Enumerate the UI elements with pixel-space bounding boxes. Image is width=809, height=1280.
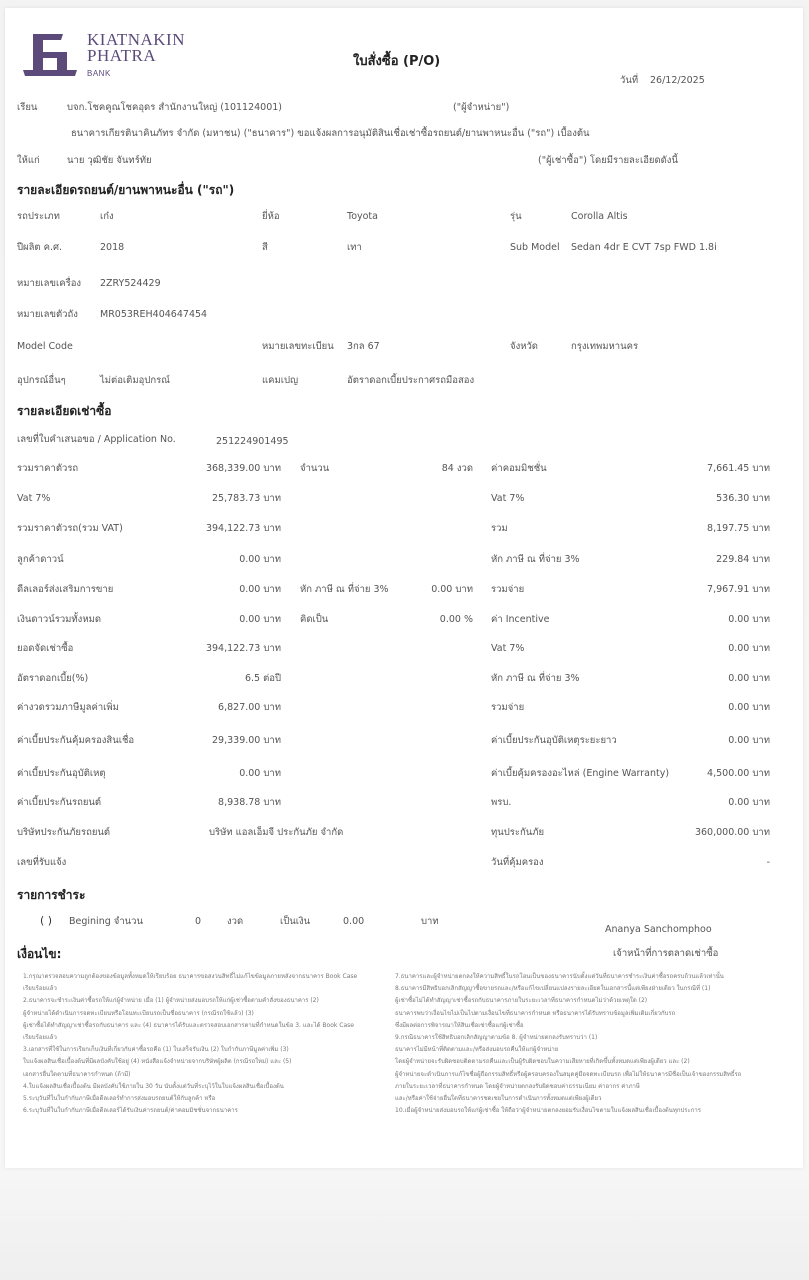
- condition-line: ธนาคารพบว่าเงื่อนไขไม่เป็นไปตามเงื่อนไขที่ธนาคารกำหนด หรือธนาคารได้รับทราบข้อมูลเพิ่มเติมเกี่ยวกับรถ: [395, 1009, 676, 1017]
- vehicle-type: เก๋ง: [100, 211, 114, 222]
- finance-right-value: 0.00 บาท: [728, 673, 770, 684]
- signer-title: เจ้าหน้าที่การตลาดเช่าซื้อ: [613, 948, 719, 959]
- conditions-left-column: [23, 971, 393, 1117]
- finance-right-value: 0.00 บาท: [728, 735, 770, 746]
- vehicle-type-label: รถประเภท: [17, 211, 60, 222]
- vehicle-year: 2018: [100, 242, 125, 253]
- finance-right-label: Vat 7%: [491, 643, 525, 654]
- finance-left-label: รวมราคาตัวรถ(รวม VAT): [17, 523, 123, 534]
- vehicle-model-label: รุ่น: [510, 211, 522, 222]
- condition-line: โดยผู้จำหน่ายจะรับผิดชอบติดตามรถคืนและเป็นผู้รับผิดชอบในความเสียหายที่เกิดขึ้นทั้งหมดแต่เพียงผู้เดียว และ (2): [395, 1058, 690, 1066]
- document-title: ใบสั่งซื้อ (P/O): [353, 54, 441, 69]
- finance-right-value: 0.00 บาท: [728, 643, 770, 654]
- payment-checkbox[interactable]: ( ): [40, 914, 53, 927]
- finance-right-value: 4,500.00 บาท: [707, 768, 770, 779]
- vehicle-engine: 2ZRY524429: [100, 278, 161, 289]
- finance-right-label: พรบ.: [491, 797, 512, 808]
- finance-right-value: 0.00 บาท: [728, 614, 770, 625]
- finance-mid-value: 0.00 บาท: [431, 584, 473, 595]
- finance-left-value: 25,783.73 บาท: [212, 493, 281, 504]
- for-label: ให้แก่: [17, 155, 40, 166]
- to-label: เรียน: [17, 102, 38, 113]
- finance-right-value: 360,000.00 บาท: [694, 827, 770, 838]
- payment-amount-label: เป็นเงิน: [280, 916, 311, 927]
- finance-left-label: ค่าเบี้ยประกันคุ้มครองสินเชื่อ: [17, 735, 135, 746]
- date-value: 26/12/2025: [650, 75, 705, 86]
- condition-line: 3.เอกสารที่ใช้ในการเรียกเก็บเงินที่เกี่ยวกับค่าซื้อรถคือ (1) ใบเสร็จรับเงิน (2) ใบกำกับภาษีมูลค่าเพิ่ม (3): [23, 1046, 289, 1054]
- finance-right-label: รวมจ่าย: [491, 584, 525, 595]
- finance-left-label: Vat 7%: [17, 493, 51, 504]
- condition-line: 4.ใบแจ้งผลสินเชื่อเบื้องต้น มีผลบังคับใช้ภายใน 30 วัน นับตั้งแต่วันที่ระบุไว้ในใบแจ้งผลสินเชื่อเบื้องต้น: [23, 1082, 284, 1090]
- vehicle-submodel-label: Sub Model: [510, 242, 560, 253]
- finance-right-value: 0.00 บาท: [728, 797, 770, 808]
- finance-left-value: 0.00 บาท: [239, 584, 281, 595]
- vehicle-submodel: Sedan 4dr E CVT 7sp FWD 1.8i: [571, 242, 717, 253]
- finance-left-value: 368,339.00 บาท: [205, 463, 281, 474]
- finance-right-label: หัก ภาษี ณ ที่จ่าย 3%: [491, 673, 580, 684]
- vehicle-province: กรุงเทพมหานคร: [571, 341, 639, 352]
- finance-mid-label: จำนวน: [300, 463, 330, 474]
- customer-role: ("ผู้เช่าซื้อ") โดยมีรายละเอียดดังนี้: [538, 155, 678, 166]
- vehicle-plate-label: หมายเลขทะเบียน: [262, 341, 334, 352]
- condition-line: ผู้จำหน่ายจะดำเนินการแก้ไขชื่อผู้ถือกรรมสิทธิ์หรือผู้ครอบครองในสมุดคู่มือจดทะเบียนรถ เพื่อไม่ให้ธนาคารมีชื่อเป็นเจ้าของกรรมสิทธิ์รถ: [395, 1070, 742, 1078]
- finance-right-value: -: [766, 857, 770, 868]
- logo-text-bank: BANK: [87, 69, 111, 78]
- finance-left-label: อัตราดอกเบี้ย(%): [17, 673, 89, 684]
- condition-line: 6.ระบุวันที่ในใบกำกับภาษีเมื่อดีลเลอร์ได้รับเงินค่ารถยนต์/ค่าคอมมิชชั่นจากธนาคาร: [23, 1107, 238, 1115]
- vehicle-equip: ไม่ต่อเติมอุปกรณ์: [100, 375, 170, 386]
- customer-name: นาย วุฒิชัย จันทร์ทัย: [67, 155, 152, 166]
- finance-left-label: ยอดจัดเช่าซื้อ: [17, 643, 74, 654]
- vehicle-campaign-label: แคมเปญ: [262, 375, 299, 386]
- finance-right-label: ทุนประกันภัย: [491, 827, 545, 838]
- condition-line: ผู้เช่าซื้อได้ทำสัญญาเช่าซื้อรถกับธนาคาร และ (4) ธนาคารได้รับและตรวจสอบเอกสารตามที่กำหนดในข้อ 3. และได้ Book Case: [23, 1021, 354, 1029]
- vehicle-plate: 3กล 67: [347, 341, 380, 352]
- conditions-right-column: [395, 971, 785, 1117]
- finance-right-value: 8,197.75 บาท: [707, 523, 770, 534]
- conditions-heading: เงื่อนไข:: [17, 947, 62, 961]
- finance-left-value: 29,339.00 บาท: [212, 735, 281, 746]
- condition-line: 8.ธนาคารมีสิทธิบอกเลิกสัญญาซื้อขายรถและ/หรือแก้ไขเปลี่ยนแปลงรายละเอียดในเอกสารนี้แต่เพียงฝ่ายเดียว ในกรณีที่ (1): [395, 985, 711, 993]
- dealer-role: ("ผู้จำหน่าย"): [453, 102, 510, 113]
- vehicle-year-label: ปีผลิต ค.ศ.: [17, 242, 63, 253]
- vehicle-brand-label: ยี่ห้อ: [262, 211, 280, 222]
- condition-line: ใบแจ้งผลสินเชื่อเบื้องต้นที่มีผลบังคับใช้อยู่ (4) หนังสือแจ้งจำหน่ายจากบริษัทผู้ผลิต (กรณีรถใหม่) และ (5): [23, 1058, 292, 1066]
- finance-left-value: 0.00 บาท: [239, 768, 281, 779]
- payment-unit: งวด: [227, 916, 244, 927]
- condition-line: 1.กรุณาตรวจสอบความถูกต้องของข้อมูลทั้งหมดให้เรียบร้อย ธนาคารขอสงวนสิทธิ์ไม่แก้ไขข้อมูลภายหลังจากธนาคาร Book Case: [23, 973, 358, 980]
- condition-line: เรียบร้อยแล้ว: [23, 1034, 57, 1042]
- payment-count: 0: [195, 916, 202, 927]
- finance-right-value: 7,967.91 บาท: [707, 584, 770, 595]
- dealer-name: บจก.โชคคูณโชคอุดร สำนักงานใหญ่ (101124001): [67, 102, 283, 113]
- finance-left-value: 0.00 บาท: [239, 554, 281, 565]
- finance-left-label: เงินดาวน์รวมทั้งหมด: [17, 614, 102, 625]
- application-no-value: 251224901495: [216, 436, 289, 447]
- finance-left-label: ค่าเบี้ยประกันรถยนต์: [17, 797, 102, 808]
- vehicle-engine-label: หมายเลขเครื่อง: [17, 278, 82, 289]
- finance-left-label: รวมราคาตัวรถ: [17, 463, 79, 474]
- date-label: วันที่: [620, 75, 639, 86]
- finance-mid-label: หัก ภาษี ณ ที่จ่าย 3%: [300, 584, 389, 595]
- purchase-order-document: [5, 8, 803, 1168]
- finance-left-label: ดีลเลอร์ส่งเสริมการขาย: [17, 584, 114, 595]
- finance-right-value: 229.84 บาท: [716, 554, 770, 565]
- finance-left-value: 6.5 ต่อปี: [244, 673, 281, 684]
- approval-notice: ธนาคารเกียรตินาคินภัทร จำกัด (มหาชน) ("ธนาคาร") ขอแจ้งผลการอนุมัติสินเชื่อเช่าซื้อรถยนต์/ยานพาหนะอื่น ("รถ") เบื้องต้น: [71, 128, 590, 139]
- finance-left-value: 394,122.73 บาท: [205, 523, 281, 534]
- finance-right-label: รวมจ่าย: [491, 702, 525, 713]
- finance-right-label: วันที่คุ้มครอง: [491, 857, 544, 868]
- vehicle-brand: Toyota: [347, 211, 378, 222]
- finance-right-label: Vat 7%: [491, 493, 525, 504]
- finance-left-value: 8,938.78 บาท: [218, 797, 281, 808]
- bank-logo: [23, 28, 193, 84]
- condition-line: ผู้เช่าซื้อไม่ได้ทำสัญญาเช่าซื้อรถกับธนาคารภายในระยะเวลาที่ธนาคารกำหนดไม่ว่าด้วยเหตุใด (2): [395, 997, 648, 1005]
- finance-left-value: 394,122.73 บาท: [205, 643, 281, 654]
- vehicle-chassis: MR053REH404647454: [100, 309, 208, 320]
- finance-mid-label: คิดเป็น: [300, 614, 329, 625]
- condition-line: ซึ่งมีผลต่อการพิจารณาให้สินเชื่อเช่าซื้อแก่ผู้เช่าซื้อ: [395, 1021, 524, 1029]
- application-no-label: เลขที่ใบคำเสนอขอ / Application No.: [17, 434, 176, 445]
- finance-right-label: ค่าเบี้ยคุ้มครองอะไหล่ (Engine Warranty): [491, 768, 670, 779]
- finance-left-label: เลขที่รับแจ้ง: [17, 857, 67, 868]
- logo-text-kiatnakin: KIATNAKIN: [87, 30, 185, 49]
- vehicle-chassis-label: หมายเลขตัวถัง: [17, 309, 78, 320]
- finance-right-value: 0.00 บาท: [728, 702, 770, 713]
- vehicle-color: เทา: [347, 242, 362, 253]
- vehicle-model: Corolla Altis: [571, 211, 628, 222]
- condition-line: 10.เมื่อผู้จำหน่ายส่งมอบรถให้แก่ผู้เช่าซื้อ ให้ถือว่าผู้จำหน่ายตกลงยอมรับเงื่อนไขตามใบแจ้งผลสินเชื่อเบื้องต้นทุกประการ: [395, 1107, 701, 1115]
- vehicle-section-heading: รายละเอียดรถยนต์/ยานพาหนะอื่น ("รถ"): [17, 183, 235, 197]
- condition-line: และ/หรือค่าใช้จ่ายอื่นใดที่ธนาคารชดเชยในการดำเนินการทั้งหมดแต่เพียงผู้เดียว: [395, 1095, 602, 1103]
- vehicle-equip-label: อุปกรณ์อื่นๆ: [17, 375, 66, 386]
- finance-mid-value: 0.00 %: [439, 614, 473, 625]
- signer-name: Ananya Sanchomphoo: [605, 924, 712, 935]
- condition-line: ภายในระยะเวลาที่ธนาคารกำหนด โดยผู้จำหน่ายตกลงรับผิดชอบค่าธรรมเนียม ค่าอากร ค่าภาษี: [395, 1082, 640, 1090]
- finance-left-value: 6,827.00 บาท: [218, 702, 281, 713]
- payment-amount: 0.00: [343, 916, 365, 927]
- finance-section-heading: รายละเอียดเช่าซื้อ: [17, 404, 112, 418]
- condition-line: เอกสารอื่นใดตามที่ธนาคารกำหนด (ถ้ามี): [23, 1070, 131, 1078]
- finance-left-label: ค่างวดรวมภาษีมูลค่าเพิ่ม: [17, 702, 119, 713]
- condition-line: 5.ระบุวันที่ในใบกำกับภาษีเมื่อดีลเลอร์ทำการส่งมอบรถยนต์ให้กับลูกค้า หรือ: [23, 1095, 216, 1103]
- bank-logo-icon: [23, 30, 79, 82]
- finance-mid-value: 84 งวด: [441, 463, 473, 474]
- vehicle-color-label: สี: [262, 242, 268, 253]
- condition-line: 7.ธนาคารและผู้จำหน่ายตกลงให้ความสิทธิ์ในรถโอนเป็นของธนาคารนับตั้งแต่วันที่ธนาคารชำระเงินค่าซื้อรถครบถ้วนแล้วเท่านั้น: [395, 973, 724, 980]
- condition-line: 9.กรณีธนาคารใช้สิทธิบอกเลิกสัญญาตามข้อ 8. ผู้จำหน่ายตกลงรับทราบว่า (1): [395, 1034, 598, 1042]
- payment-section-heading: รายการชำระ: [17, 888, 86, 902]
- condition-line: ธนาคารไม่มีหน้าที่ติดตามและ/หรือส่งมอบรถคืนให้แก่ผู้จำหน่าย: [395, 1046, 559, 1054]
- finance-right-label: ค่า Incentive: [491, 614, 550, 625]
- finance-right-label: ค่าคอมมิชชั่น: [491, 463, 547, 474]
- vehicle-modelcode-label: Model Code: [17, 341, 73, 352]
- payment-currency: บาท: [421, 916, 439, 927]
- vehicle-campaign: อัตราดอกเบี้ยประกาศรถมือสอง: [347, 375, 475, 386]
- finance-right-label: ค่าเบี้ยประกันอุบัติเหตุระยะยาว: [491, 735, 617, 746]
- condition-line: 2.ธนาคารจะชำระเงินค่าซื้อรถให้แก่ผู้จำหน่าย เมื่อ (1) ผู้จำหน่ายส่งมอบรถให้แก่ผู้เช่าซื้อตามคำสั่งของธนาคาร (2): [23, 997, 319, 1005]
- logo-text-phatra: PHATRA: [87, 46, 157, 65]
- finance-left-label: ลูกค้าดาวน์: [17, 554, 64, 565]
- finance-left-value: บริษัท แอลเอ็มจี ประกันภัย จำกัด: [209, 827, 344, 838]
- payment-type: Begining จำนวน: [69, 916, 143, 927]
- condition-line: เรียบร้อยแล้ว: [23, 985, 57, 993]
- condition-line: ผู้จำหน่ายได้ดำเนินการจดทะเบียนหรือโอนทะเบียนรถเป็นชื่อธนาคาร (กรณีรถใช้แล้ว) (3): [23, 1009, 254, 1017]
- finance-left-value: 0.00 บาท: [239, 614, 281, 625]
- vehicle-province-label: จังหวัด: [510, 341, 538, 352]
- finance-right-label: รวม: [491, 523, 508, 534]
- finance-right-value: 536.30 บาท: [716, 493, 770, 504]
- finance-right-value: 7,661.45 บาท: [707, 463, 770, 474]
- finance-left-label: ค่าเบี้ยประกันอุบัติเหตุ: [17, 768, 106, 779]
- finance-left-label: บริษัทประกันภัยรถยนต์: [17, 827, 111, 838]
- finance-right-label: หัก ภาษี ณ ที่จ่าย 3%: [491, 554, 580, 565]
